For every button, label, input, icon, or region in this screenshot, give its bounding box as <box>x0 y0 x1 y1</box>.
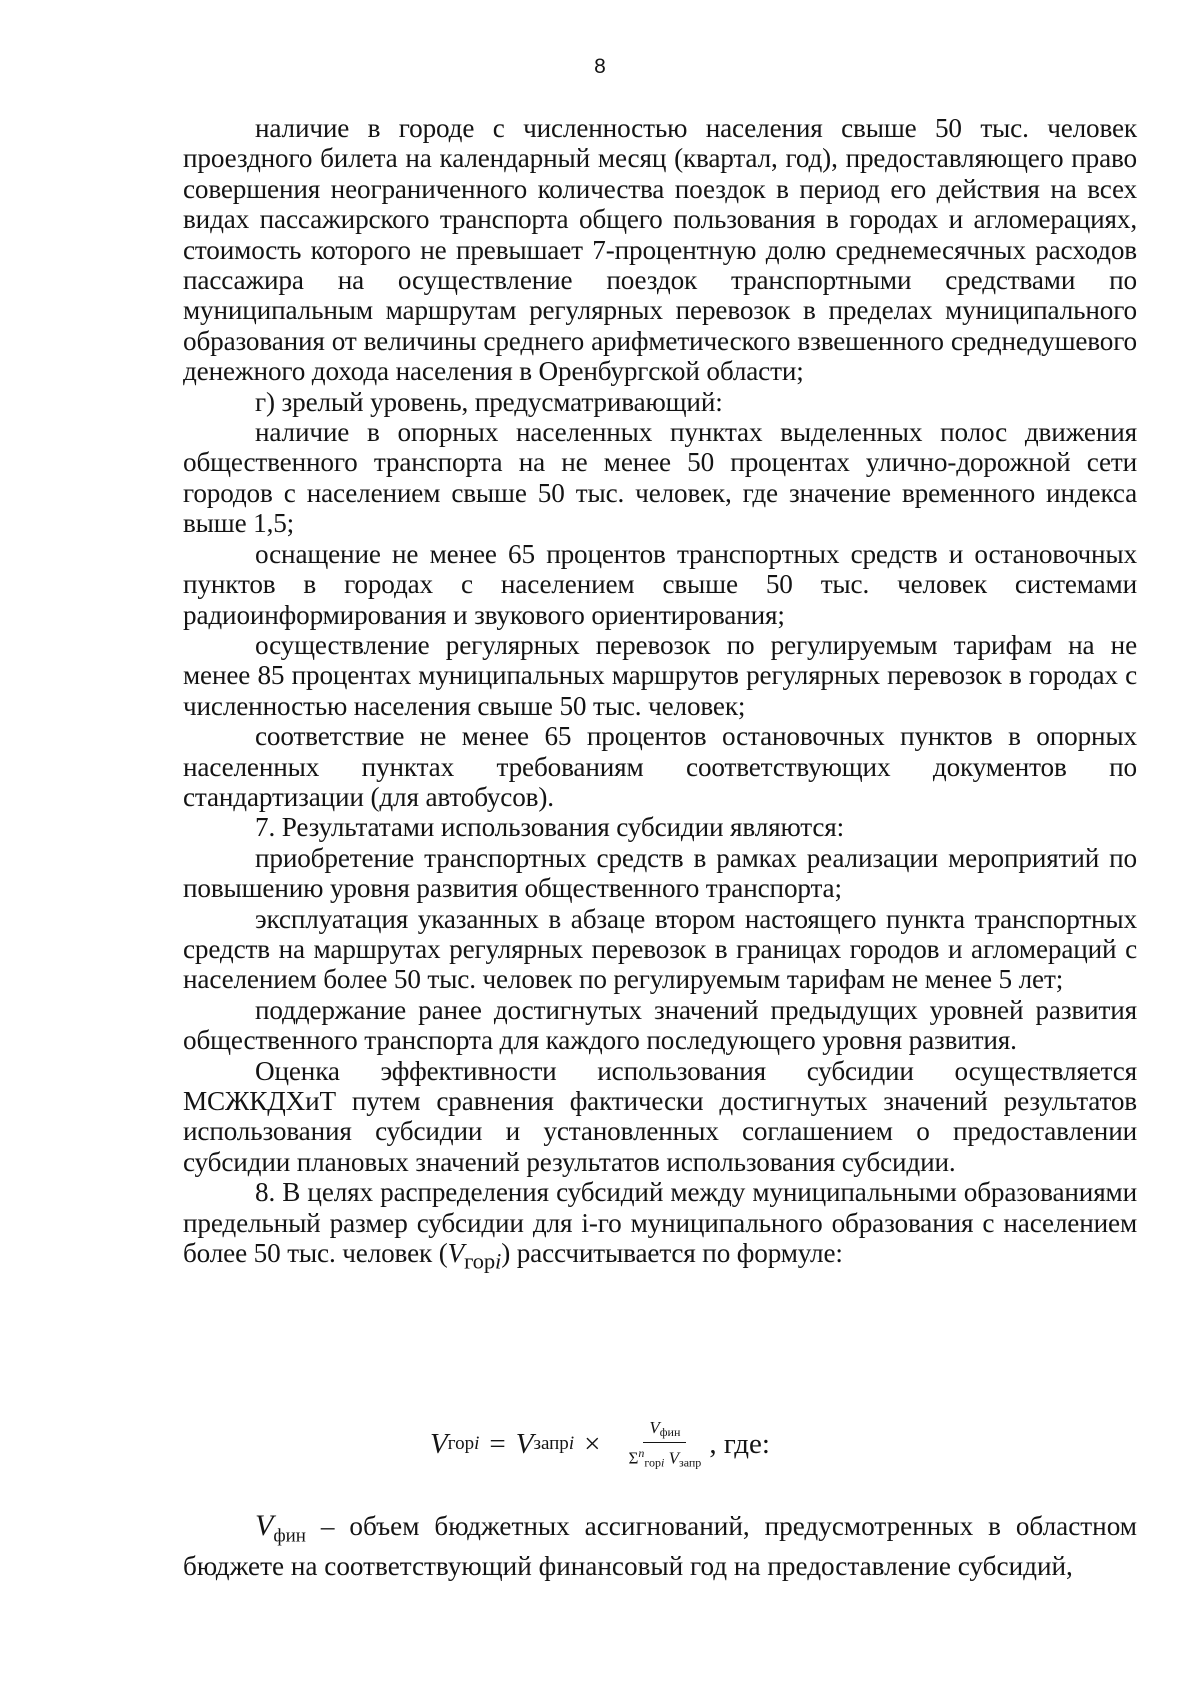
formula-lhs-var: V <box>430 1427 448 1460</box>
formula-lhs-sub: гор <box>447 1433 475 1455</box>
sigma: Σ <box>628 1448 639 1468</box>
paragraph: поддержание ранее достигнутых значений предыдущих уровней развития общественного транспорта для каждого последующего уровня развития. <box>183 994 1137 1056</box>
paragraph-8 <box>183 1177 1137 1277</box>
numerator-sub: фин <box>659 1425 681 1439</box>
formula-lhs-sub-i: i <box>474 1433 480 1455</box>
paragraph: осуществление регулярных перевозок по регулируемым тарифам на не менее 85 процентах муниципальных маршрутов регулярных перевозок в городах с численностью населения свыше 50 тыс. человек; <box>183 629 1137 721</box>
page-number: 8 <box>594 55 606 78</box>
sigma-sub-i: i <box>660 1455 665 1470</box>
paragraph-8-tail: ) рассчитывается по формуле: <box>501 1238 843 1269</box>
paragraph: эксплуатация указанных в абзаце втором настоящего пункта транспортных средств на маршрутах регулярных перевозок в границах городов и агломераций с населением более 50 тыс. человек по регулируемым тарифам не менее 5 лет; <box>183 903 1137 995</box>
formula-suffix: , где: <box>709 1427 770 1460</box>
paragraph: приобретение транспортных средств в рамках реализации мероприятий по повышению уровня развития общественного транспорта; <box>183 842 1137 904</box>
formula-times: × <box>584 1427 601 1460</box>
paragraph: 7. Результатами использования субсидии являются: <box>255 812 845 843</box>
definition-text: – объем бюджетных ассигнований, предусмотренных в областном бюджете на соответствующий финансовый год на предоставление субсидий, <box>183 1511 1137 1582</box>
fraction-numerator <box>643 1418 686 1443</box>
definition-paragraph <box>183 1510 1137 1582</box>
paragraph-8-lead: 8. В целях распределения субсидий между муниципальными образованиями предельный размер субсидии для i-го муниципального образования с населением более 50 тыс. человек ( <box>183 1177 1137 1269</box>
formula-rhs-sub-i: i <box>568 1433 575 1455</box>
fraction-denominator <box>624 1443 705 1471</box>
denominator-var: V <box>668 1448 679 1468</box>
numerator-var: V <box>649 1418 660 1437</box>
formula-rhs-var: V <box>515 1427 534 1460</box>
definition-block <box>183 1510 1137 1582</box>
formula-equals: = <box>489 1427 506 1460</box>
definition-var: V <box>255 1509 274 1542</box>
paragraph-8-sub: гор <box>464 1248 496 1274</box>
definition-sub: фин <box>273 1525 306 1547</box>
paragraph: наличие в городе с численностью населения свыше 50 тыс. человек проездного билета на календарный месяц (квартал, год), предоставляющего право совершения неограниченного количества поездок в период его действия на всех видах пассажирского транспорта общего пользования в городах и агломерациях, стоимость которого не превышает 7-процентную долю среднемесячных расходов пассажира на осуществление поездок транспортными средствами по муниципальным маршрутам регулярных перевозок в пределах муниципального образования от величины среднего арифметического взвешенного среднедушевого денежного дохода населения в Оренбургской области; <box>183 113 1137 387</box>
paragraph: оснащение не менее 65 процентов транспортных средств и остановочных пунктов в городах с населением свыше 50 тыс. человек системами радиоинформирования и звукового ориентирования; <box>183 538 1137 630</box>
formula-fraction <box>624 1418 705 1471</box>
paragraph: наличие в опорных населенных пунктах выделенных полос движения общественного транспорта на не менее 50 процентах улично-дорожной сети городов с населением свыше 50 тыс. человек, где значение временного индекса выше 1,5; <box>183 417 1137 539</box>
paragraph: Оценка эффективности использования субсидии осуществляется МСЖКДХиТ путем сравнения фактически достигнутых значений результатов использования субсидии и установленных соглашением о предоставлении субсидии плановых значений результатов использования субсидии. <box>183 1055 1137 1177</box>
paragraph: соответствие не менее 65 процентов остановочных пунктов в опорных населенных пунктах требованиям соответствующих документов по стандартизации (для автобусов). <box>183 721 1137 812</box>
denominator-var-sub: запр <box>678 1455 702 1470</box>
paragraph: г) зрелый уровень, предусматривающий: <box>255 386 723 417</box>
paragraph-8-var: V <box>447 1238 465 1269</box>
body-text <box>183 113 1137 1277</box>
sigma-sub: гор <box>644 1455 661 1470</box>
sigma-sup: n <box>638 1446 645 1460</box>
formula <box>0 1418 1200 1471</box>
formula-rhs-sub: запр <box>533 1433 569 1455</box>
paragraph-8-sub-i: i <box>495 1248 502 1274</box>
